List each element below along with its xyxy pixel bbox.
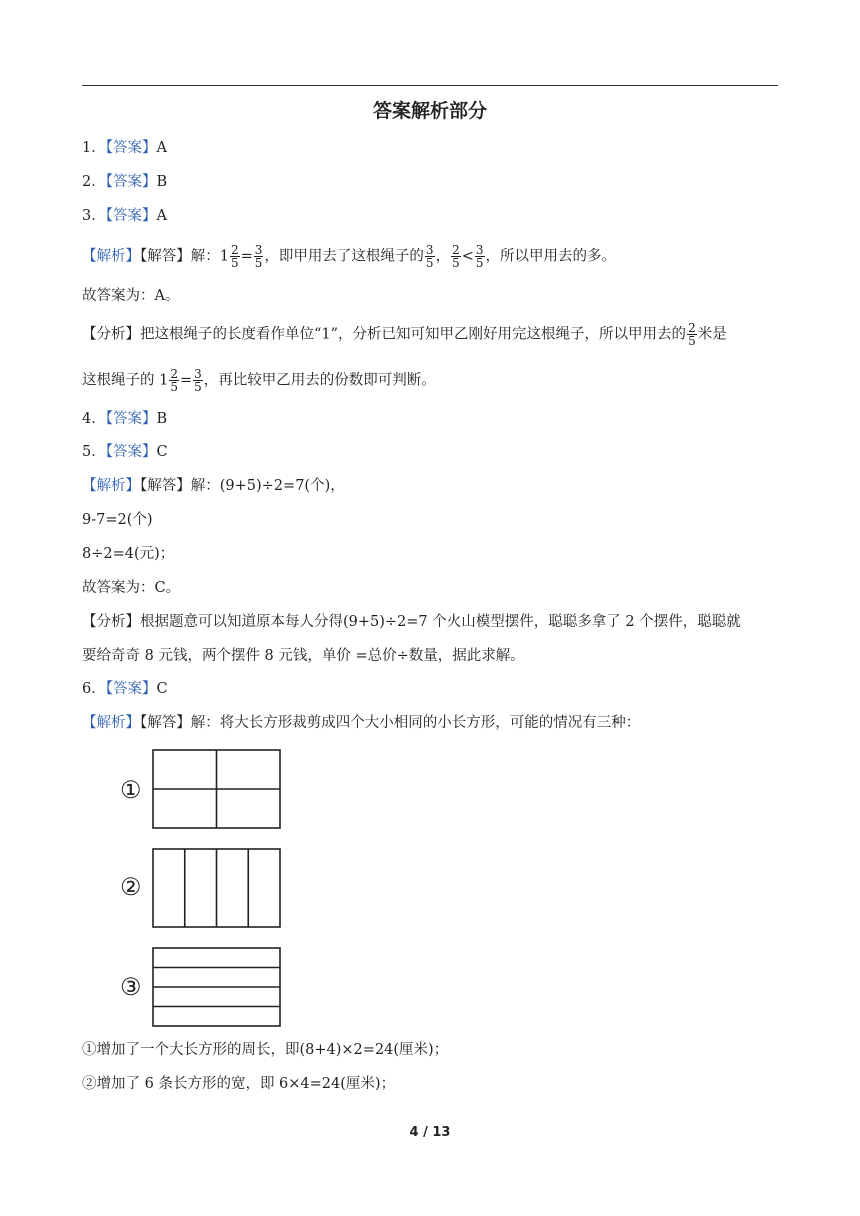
header-rule (82, 85, 778, 86)
q5-analysis-line2: 要给奇奇 8 元钱，两个摆件 8 元钱，单价 =总价÷数量，据此求解。 (82, 648, 525, 664)
rectangle-cut-figures (118, 745, 298, 1030)
fraction: $\frac{2}{5}$ (452, 243, 460, 270)
fraction: $\frac{3}{5}$ (254, 243, 263, 270)
fraction: $\frac{2}{5}$ (688, 321, 696, 348)
page-title: 答案解析部分 (372, 100, 487, 122)
figure-1 (120, 750, 280, 828)
fraction: $\frac{3}{5}$ (194, 367, 202, 394)
q3-conclusion: 故答案为：A。 (82, 288, 180, 304)
answer-4: 4．【答案】B (82, 411, 168, 427)
answer-2: 2．【答案】B (82, 174, 168, 190)
fraction: $\frac{3}{5}$ (475, 243, 484, 270)
q5-step3: 8÷2=4(元)； (82, 546, 175, 562)
answer-1: 1．【答案】A (82, 140, 167, 156)
q6-case2: ②增加了 6 条长方形的宽，即 6×4=24(厘米)； (82, 1076, 396, 1092)
page-number: 4 / 13 (409, 1125, 451, 1140)
q5-analysis-line1: 【分析】根据题意可以知道原本每人分得(9+5)÷2=7 个火山模型摆件，聪聪多拿了 2 个摆件，聪聪就 (82, 614, 741, 630)
q5-conclusion: 故答案为：C。 (82, 580, 181, 596)
figure-2 (120, 849, 280, 927)
answer-6: 6．【答案】C (82, 681, 168, 697)
q5-step2: 9-7=2(个) (82, 512, 153, 528)
q6-solution: 【解析】【解答】解：将大长方形裁剪成四个大小相同的小长方形，可能的情况有三种： (82, 715, 641, 731)
q3-analysis-line1: 【分析】把这根绳子的长度看作单位“1”，分析已知可知甲乙刚好用完这根绳子，所以甲用去的 $\frac{2}{5}$ 米是 (82, 321, 727, 348)
q5-solution: 【解析】【解答】解：(9+5)÷2=7(个)， (82, 478, 345, 494)
q6-case1: ①增加了一个大长方形的周长，即(8+4)×2=24(厘米)； (82, 1042, 449, 1058)
q3-analysis-line2: 这根绳子的 1 $\frac{2}{5}$ = $\frac{3}{5}$ ，再比较甲乙用去的份数即可判断。 (82, 367, 436, 394)
figure-label-2: ② (120, 873, 142, 901)
q3-solution: 【解析】【解答】解：1 $\frac{2}{5}$ = $\frac{3}{5}$ ，即甲用去了这根绳子的 $\frac{3}{5}$ ， $\frac{2}{5}$ < $\frac{3}{5}$ ，所以甲用去的多。 (82, 243, 616, 270)
figure-label-1: ① (120, 776, 142, 804)
figure-label-3: ③ (120, 973, 142, 1001)
fraction: $\frac{2}{5}$ (230, 243, 239, 270)
answer-3: 3．【答案】A (82, 208, 167, 224)
fraction: $\frac{3}{5}$ (425, 243, 434, 270)
figure-3 (120, 948, 280, 1026)
fraction: $\frac{2}{5}$ (170, 367, 178, 394)
answer-5: 5．【答案】C (82, 444, 168, 460)
